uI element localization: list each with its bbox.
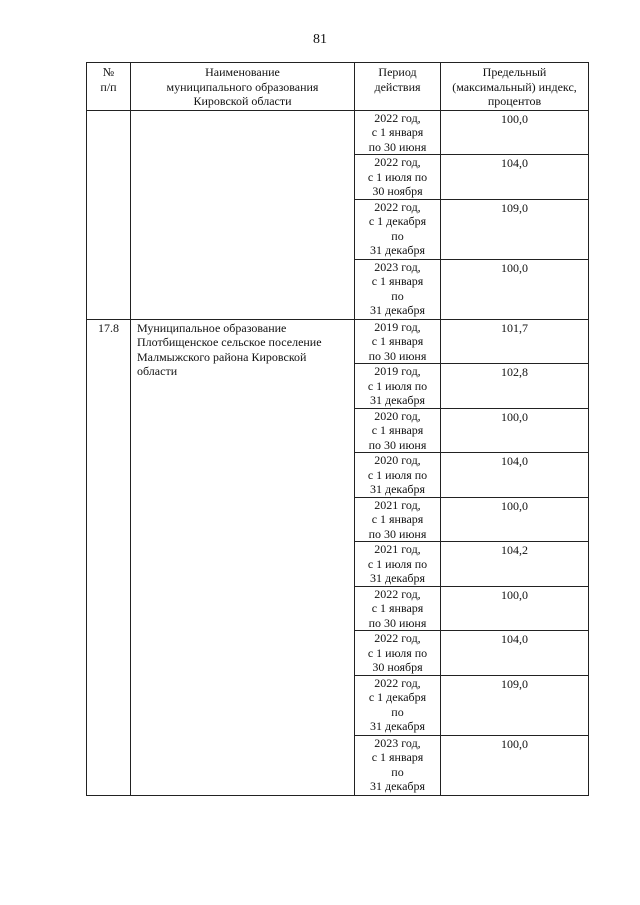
period-line: 30 ноября: [372, 660, 423, 674]
period-cell: [355, 675, 441, 735]
header-period-line: Период: [378, 65, 417, 79]
index-value-cell: 100,0: [441, 259, 589, 319]
header-index: [441, 63, 589, 111]
index-value-cell: 100,0: [441, 586, 589, 631]
period-line: по 30 июня: [368, 139, 427, 154]
period-line: 2022 год,: [374, 199, 421, 214]
period-line: 2020 год,: [374, 408, 421, 423]
period-line: 2020 год,: [374, 453, 421, 467]
header-name-line: Кировской области: [193, 94, 292, 108]
period-line: 2021 год,: [374, 497, 421, 512]
row-number-cell: [87, 110, 131, 319]
period-line: 2022 год,: [374, 675, 421, 690]
index-value-cell: 104,0: [441, 155, 589, 200]
period-line: с 1 июля по: [367, 169, 428, 184]
municipality-name-cell: [131, 110, 355, 319]
period-line: 2022 год,: [374, 586, 421, 601]
period-line: по 30 июня: [368, 437, 427, 452]
table-header: [87, 63, 589, 111]
municipality-name: Муниципальное образование Плотбищенское сельское поселение Малмыжского района Кировской области: [137, 320, 322, 378]
period-line: 2019 год,: [374, 319, 421, 334]
index-value-cell: 100,0: [441, 408, 589, 453]
header-number-line: №: [102, 65, 115, 79]
period-cell: [355, 110, 441, 155]
period-cell: [355, 586, 441, 631]
period-line: 31 декабря: [369, 303, 426, 317]
period-line: 2022 год,: [374, 110, 421, 125]
period-line: с 1 декабря: [368, 690, 427, 704]
table-row: [87, 319, 589, 364]
header-name-line: Наименование: [205, 65, 280, 79]
period-line: с 1 января: [371, 334, 424, 348]
period-cell: [355, 453, 441, 498]
index-value-cell: 100,0: [441, 735, 589, 795]
period-cell: [355, 155, 441, 200]
row-number-cell: 17.8: [87, 319, 131, 795]
period-line: с 1 января: [371, 601, 424, 615]
period-line: с 1 января: [371, 274, 424, 288]
period-line: 2022 год,: [374, 631, 421, 645]
period-line: 31 декабря: [369, 571, 426, 585]
period-line: 31 декабря: [369, 243, 426, 257]
tariff-index-table: [86, 62, 589, 796]
period-line: 2022 год,: [374, 155, 421, 169]
index-value-cell: 101,7: [441, 319, 589, 364]
period-line: по: [391, 288, 404, 303]
index-value-cell: 100,0: [441, 497, 589, 542]
municipality-name-cell: [131, 319, 355, 795]
header-index-line: процентов: [487, 94, 542, 108]
period-line: с 1 июля по: [367, 467, 428, 482]
period-cell: [355, 631, 441, 676]
index-value-cell: 104,0: [441, 631, 589, 676]
period-line: 2019 год,: [374, 364, 421, 378]
period-line: по: [391, 764, 404, 779]
header-name-line: муниципального образования: [166, 79, 319, 94]
period-cell: [355, 199, 441, 259]
header-period: [355, 63, 441, 111]
header-number-line: п/п: [100, 79, 117, 94]
period-line: 31 декабря: [369, 719, 426, 733]
index-value-cell: 104,0: [441, 453, 589, 498]
period-line: с 1 января: [371, 512, 424, 526]
index-value-cell: 104,2: [441, 542, 589, 587]
period-line: 2023 год,: [374, 735, 421, 750]
period-line: 30 ноября: [372, 184, 423, 198]
period-line: с 1 января: [371, 750, 424, 764]
table-row: [87, 110, 589, 155]
period-cell: [355, 497, 441, 542]
period-line: по: [391, 228, 404, 243]
index-value-cell: 109,0: [441, 675, 589, 735]
header-name: [131, 63, 355, 111]
period-line: по 30 июня: [368, 615, 427, 630]
index-value-cell: 109,0: [441, 199, 589, 259]
period-line: по 30 июня: [368, 348, 427, 363]
period-line: с 1 января: [371, 423, 424, 437]
period-line: 31 декабря: [369, 779, 426, 793]
period-line: по 30 июня: [368, 526, 427, 541]
period-line: 31 декабря: [369, 393, 426, 407]
period-line: 31 декабря: [369, 482, 426, 496]
period-cell: [355, 319, 441, 364]
header-period-line: действия: [374, 79, 421, 94]
header-row: [87, 63, 589, 111]
index-value-cell: 102,8: [441, 364, 589, 409]
period-cell: [355, 259, 441, 319]
period-cell: [355, 735, 441, 795]
header-number: [87, 63, 131, 111]
period-cell: [355, 364, 441, 409]
period-line: по: [391, 704, 404, 719]
period-cell: [355, 408, 441, 453]
period-line: с 1 января: [371, 125, 424, 139]
header-index-line: Предельный: [482, 65, 547, 79]
period-line: 2021 год,: [374, 542, 421, 556]
page-number: 81: [313, 32, 327, 47]
period-line: с 1 июля по: [367, 378, 428, 393]
period-line: с 1 июля по: [367, 645, 428, 660]
period-line: 2023 год,: [374, 259, 421, 274]
period-line: с 1 июля по: [367, 556, 428, 571]
header-index-line: (максимальный) индекс,: [452, 79, 577, 94]
period-line: с 1 декабря: [368, 214, 427, 228]
period-cell: [355, 542, 441, 587]
table-body: [87, 110, 589, 795]
index-value-cell: 100,0: [441, 110, 589, 155]
